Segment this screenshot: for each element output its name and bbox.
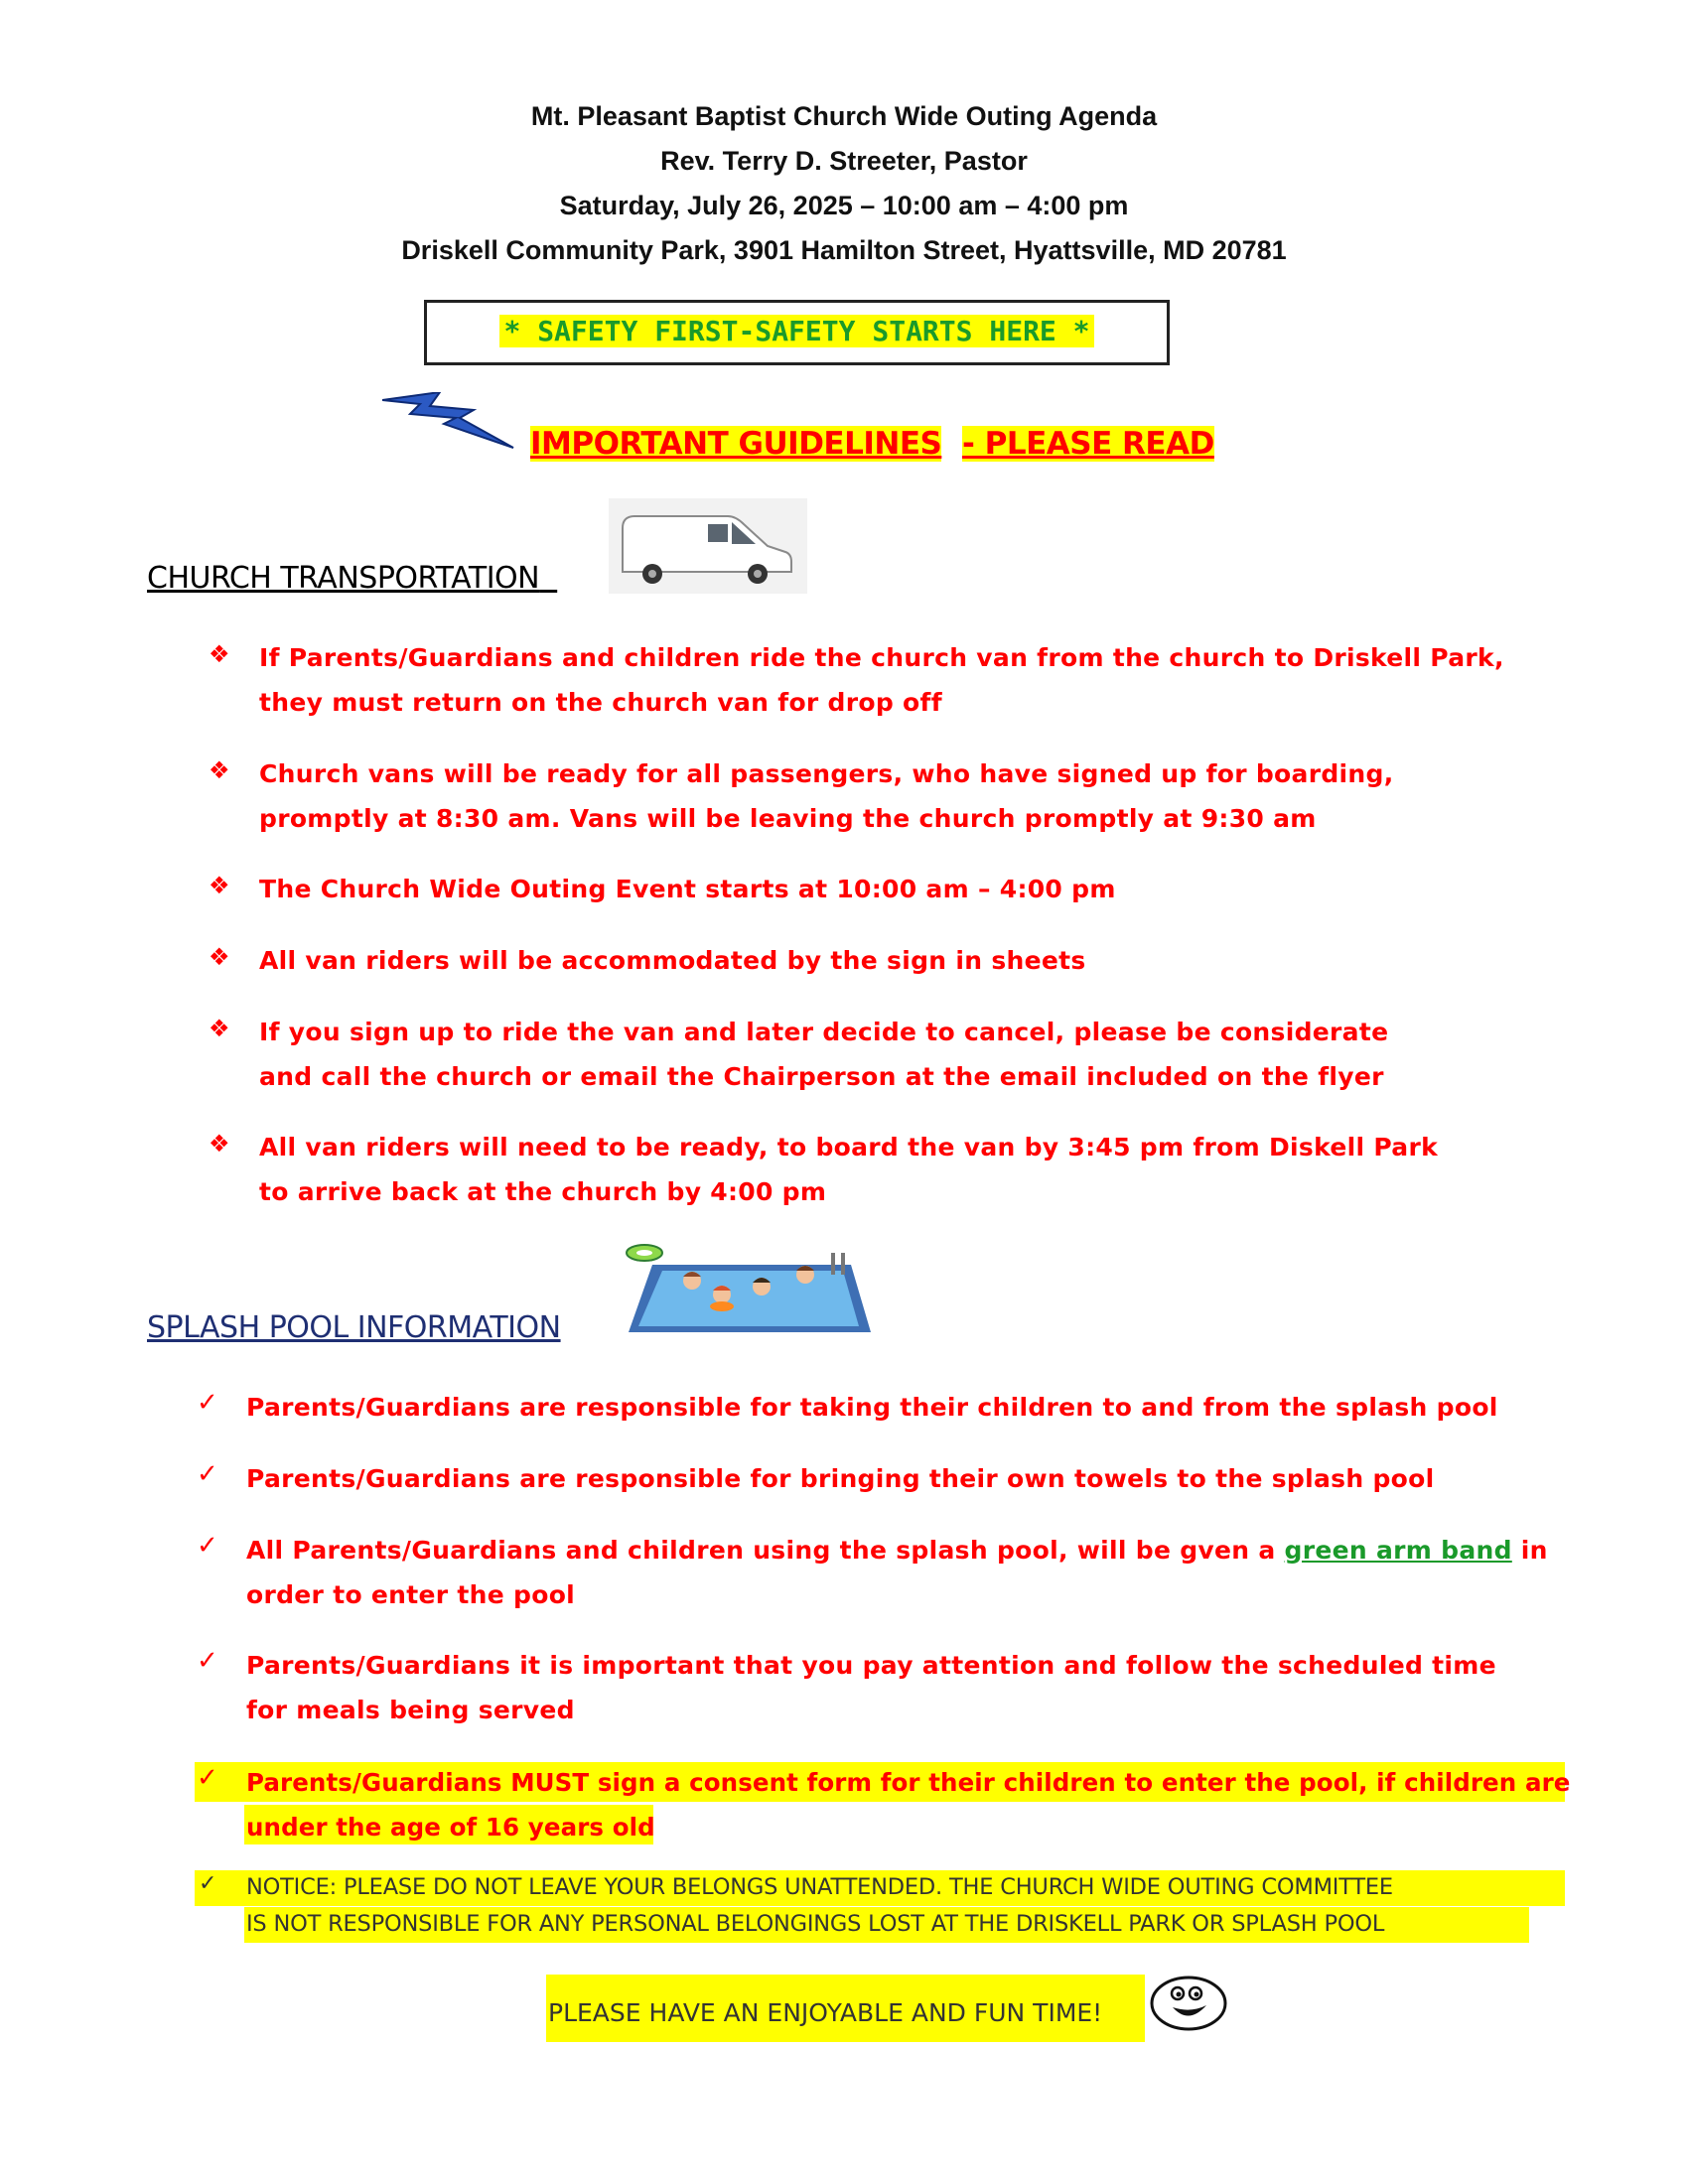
pool-item-4: [246, 1643, 1496, 1732]
pool-item-4-line2: for meals being served: [246, 1696, 575, 1724]
pool-item-1: [246, 1385, 1498, 1430]
header-title: Mt. Pleasant Baptist Church Wide Outing Agenda: [530, 101, 1158, 131]
pool-item-5-line1: Parents/Guardians MUST sign a consent form for their children to enter the pool, if children are: [246, 1768, 1571, 1797]
pool-item-2-line1: Parents/Guardians are responsible for bringing their own towels to the splash pool: [246, 1464, 1435, 1493]
diamond-bullet-icon: ❖: [209, 1015, 230, 1042]
checkmark-icon: ✓: [197, 1763, 218, 1793]
important-guidelines-heading: [530, 426, 1214, 462]
pool-item-2: [246, 1456, 1434, 1501]
header-pastor: Rev. Terry D. Streeter, Pastor: [660, 146, 1028, 176]
diamond-bullet-icon: ❖: [209, 1130, 230, 1158]
pool-item-1-line1: Parents/Guardians are responsible for taking their children to and from the splash pool: [246, 1393, 1498, 1422]
transport-item-3: [259, 867, 1116, 911]
checkmark-icon: ✓: [199, 1871, 217, 1896]
diamond-bullet-icon: ❖: [209, 756, 230, 784]
transport-item-2-line2: promptly at 8:30 am. Vans will be leaving the church promptly at 9:30 am: [259, 804, 1317, 833]
smiley-face-icon: [1149, 1974, 1228, 2033]
important-part2: - PLEASE READ: [961, 426, 1214, 462]
checkmark-icon: ✓: [197, 1388, 218, 1418]
transport-item-1-line2: they must return on the church van for drop off: [259, 688, 942, 717]
transport-item-5-line2: and call the church or email the Chairperson at the email included on the flyer: [259, 1062, 1384, 1091]
diamond-bullet-icon: ❖: [209, 640, 230, 668]
diamond-bullet-icon: ❖: [209, 872, 230, 899]
armband-after-text: in: [1511, 1536, 1548, 1565]
transport-item-1-line1: If Parents/Guardians and children ride the church van from the church to Driskell Park,: [259, 643, 1504, 672]
green-arm-band-link[interactable]: green arm band: [1284, 1536, 1512, 1565]
pool-item-3-line1: [246, 1528, 1548, 1572]
header-location: Driskell Community Park, 3901 Hamilton Street, Hyattsville, MD 20781: [401, 235, 1287, 265]
pool-item-4-line1: Parents/Guardians it is important that you pay attention and follow the scheduled time: [246, 1651, 1496, 1680]
notice-line2: IS NOT RESPONSIBLE FOR ANY PERSONAL BELONGINGS LOST AT THE DRISKELL PARK OR SPLASH POOL: [246, 1911, 1385, 1937]
transport-item-4-line1: All van riders will be accommodated by the sign in sheets: [259, 946, 1086, 975]
splash-pool-icon: [623, 1243, 871, 1334]
notice-line1: NOTICE: PLEASE DO NOT LEAVE YOUR BELONGS UNATTENDED. THE CHURCH WIDE OUTING COMMITTEE: [246, 1874, 1393, 1900]
splash-pool-title: SPLASH POOL INFORMATION: [147, 1310, 561, 1345]
transport-item-6: [259, 1125, 1438, 1214]
header-date: Saturday, July 26, 2025 – 10:00 am – 4:00 pm: [559, 191, 1129, 220]
transport-item-6-line2: to arrive back at the church by 4:00 pm: [259, 1177, 827, 1206]
diamond-bullet-icon: ❖: [209, 943, 230, 971]
transport-item-5: [259, 1010, 1388, 1099]
armband-before-text: All Parents/Guardians and children using the splash pool, will be gven a: [246, 1536, 1285, 1565]
transport-item-6-line1: All van riders will need to be ready, to board the van by 3:45 pm from Diskell Park: [259, 1133, 1438, 1161]
safety-banner: [424, 300, 1170, 365]
transport-item-5-line1: If you sign up to ride the van and later decide to cancel, please be considerate: [259, 1018, 1389, 1046]
lightning-bolt-icon: [382, 392, 516, 450]
transport-item-4: [259, 938, 1086, 983]
checkmark-icon: ✓: [197, 1531, 218, 1561]
church-transportation-title: [147, 561, 557, 596]
transport-item-2-line1: Church vans will be ready for all passengers, who have signed up for boarding,: [259, 759, 1394, 788]
closing-message: PLEASE HAVE AN ENJOYABLE AND FUN TIME!: [548, 1998, 1103, 2027]
transport-item-3-line1: The Church Wide Outing Event starts at 10:00 am – 4:00 pm: [259, 875, 1116, 903]
van-icon: [609, 498, 807, 594]
pool-item-5: [246, 1760, 1570, 1849]
pool-item-3-line2: order to enter the pool: [246, 1580, 576, 1609]
checkmark-icon: ✓: [197, 1459, 218, 1489]
checkmark-icon: ✓: [197, 1646, 218, 1676]
church-transportation-label: CHURCH TRANSPORTATION: [147, 561, 540, 596]
important-part1: IMPORTANT GUIDELINES: [530, 426, 942, 462]
transport-item-2: [259, 751, 1394, 841]
pool-item-3: [246, 1528, 1548, 1617]
pool-item-5-line2: under the age of 16 years old: [246, 1813, 655, 1842]
transport-item-1: [259, 635, 1504, 725]
safety-text: * SAFETY FIRST-SAFETY STARTS HERE *: [499, 315, 1093, 347]
